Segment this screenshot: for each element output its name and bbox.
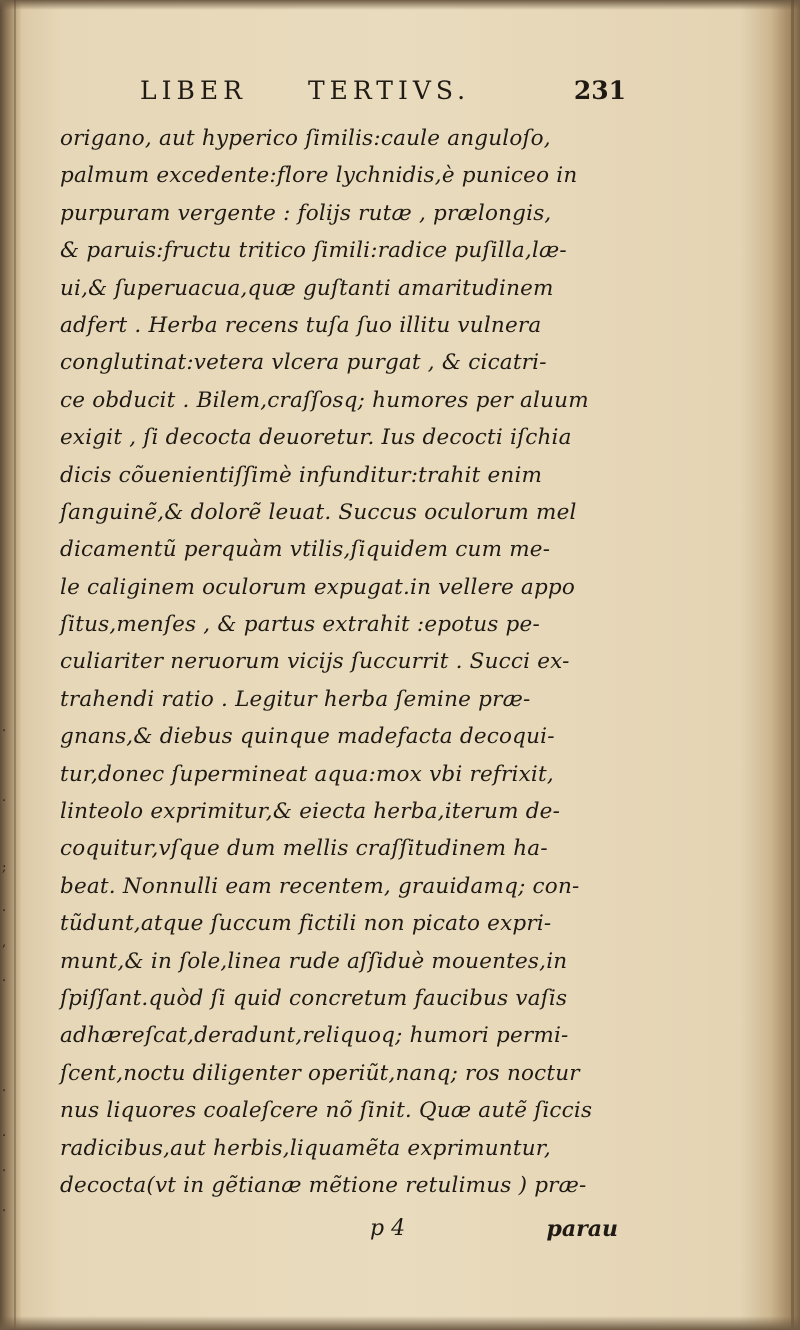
text-line: beat. Nonnulli eam recentem, grauidamq; con- bbox=[60, 873, 580, 899]
text-line: tur,donec ſupermineat aqua:mox vbi refrixit, bbox=[60, 761, 554, 787]
page-footer bbox=[60, 1212, 620, 1252]
left-margin-bleed-marks: . . ; . , . . . . . bbox=[2, 720, 7, 1215]
text-line: ſcent,noctu diligenter operiũt,nanq; ros noctur bbox=[60, 1060, 580, 1086]
body-text bbox=[60, 120, 620, 1204]
text-line: dicis cõuenientiſſimè infunditur:trahit enim bbox=[60, 462, 543, 488]
text-line: le caliginem oculorum expugat.in vellere appo bbox=[60, 574, 576, 600]
running-head bbox=[60, 72, 626, 112]
text-line: nus liquores coaleſcere nõ ſinit. Quæ autẽ ſiccis bbox=[60, 1098, 593, 1124]
page-number: 231 bbox=[573, 76, 626, 105]
text-line: conglutinat:vetera vlcera purgat , & cicatri- bbox=[60, 350, 547, 376]
text-line: ce obducit . Bilem,craſſosq; humores per aluum bbox=[60, 387, 589, 413]
signature-mark: p 4 bbox=[370, 1216, 406, 1242]
catchword: parau bbox=[546, 1216, 618, 1243]
text-line: ſanguinẽ,& dolorẽ leuat. Succus oculorum mel bbox=[60, 499, 577, 525]
top-edge-shadow bbox=[0, 0, 800, 10]
text-line: palmum excedente:flore lychnidis,è puniceo in bbox=[60, 163, 578, 189]
text-line: radicibus,aut herbis,liquamẽta exprimuntur, bbox=[60, 1135, 551, 1161]
page-content bbox=[60, 72, 626, 1252]
text-line: munt,& in ſole,linea rude aſſiduè mouentes,in bbox=[60, 948, 568, 974]
gutter-binding bbox=[14, 0, 16, 1330]
text-line: linteolo exprimitur,& eiecta herba,iterum de- bbox=[60, 799, 561, 825]
text-line: culiariter neruorum vicijs ſuccurrit . Succi ex- bbox=[60, 649, 570, 675]
text-line: decocta(vt in gẽtianæ mẽtione retulimus ) præ- bbox=[60, 1172, 587, 1198]
text-line: trahendi ratio . Legitur herba ſemine præ- bbox=[60, 686, 531, 712]
running-head-right: TERTIVS. bbox=[308, 76, 471, 105]
running-head-left: LIBER bbox=[140, 76, 247, 105]
text-line: dicamentũ perquàm vtilis,ſiquidem cum me- bbox=[60, 537, 551, 563]
text-line: origano, aut hyperico ſimilis:caule anguloſo, bbox=[60, 126, 551, 151]
text-line: adhæreſcat,deradunt,reliquoq; humori permi- bbox=[60, 1023, 569, 1049]
text-line: gnans,& diebus quinque madefacta decoqui- bbox=[60, 724, 555, 750]
text-line: exigit , ſi decocta deuoretur. Ius decocti iſchia bbox=[60, 425, 572, 451]
text-line: & paruis:fructu tritico ſimili:radice puſilla,læ- bbox=[60, 238, 567, 264]
text-line: adfert . Herba recens tuſa ſuo illitu vulnera bbox=[60, 312, 542, 338]
text-line: ſpiſſant.quòd ſi quid concretum faucibus vaſis bbox=[60, 985, 568, 1011]
text-line: purpuram vergente : folijs rutæ , prælongis, bbox=[60, 200, 552, 226]
text-line: ui,& ſuperuacua,quæ guſtanti amaritudinem bbox=[60, 275, 554, 301]
text-line: ſitus,menſes , & partus extrahit :epotus pe- bbox=[60, 612, 540, 638]
bottom-edge-shadow bbox=[0, 1316, 800, 1330]
page-edge bbox=[791, 0, 794, 1330]
text-line: tũdunt,atque ſuccum fictili non picato expri- bbox=[60, 911, 552, 937]
text-line: coquitur,vſque dum mellis craſſitudinem ha- bbox=[60, 836, 548, 862]
